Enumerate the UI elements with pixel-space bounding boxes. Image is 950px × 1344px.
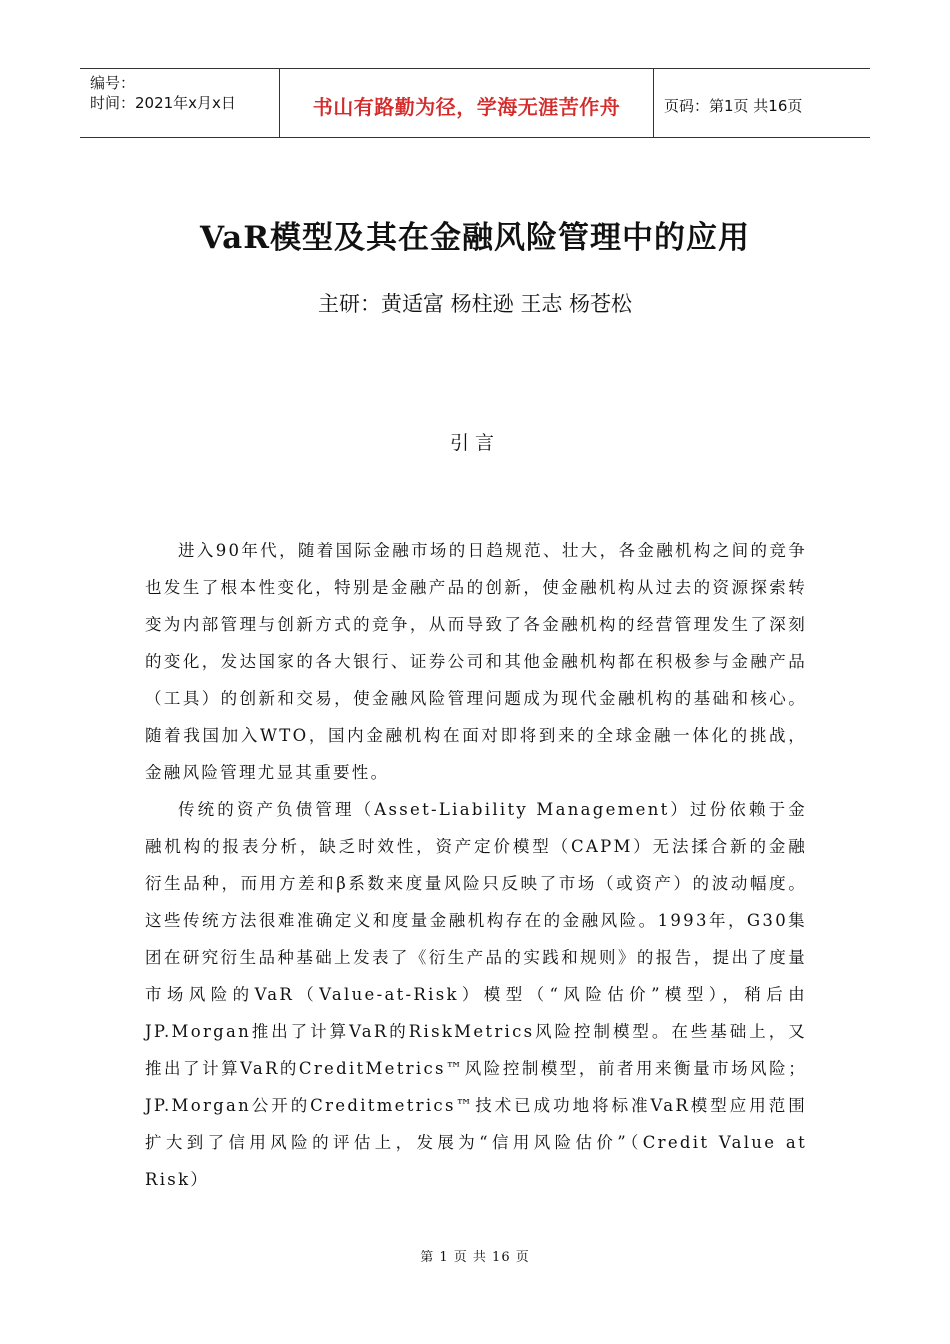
document-body <box>145 532 807 1198</box>
header-meta-cell <box>80 69 280 137</box>
section-heading: 引言 <box>449 432 500 454</box>
body-paragraph: 进入90年代，随着国际金融市场的日趋规范、壮大，各金融机构之间的竞争也发生了根本性变化，特别是金融产品的创新，使金融机构从过去的资源探索转变为内部管理与创新方式的竞争，从而导致了各金融机构的经营管理发生了深刻的变化，发达国家的各大银行、证券公司和其他金融机构都在积极参与金融产品（工具）的创新和交易，使金融风险管理问题成为现代金融机构的基础和核心。随着我国加入WTO，国内金融机构在面对即将到来的全球金融一体化的挑战，金融风险管理尤显其重要性。 <box>145 541 807 782</box>
page-header <box>80 68 870 138</box>
document-authors: 主研：黄适富 杨柱逊 王志 杨苍松 <box>317 292 633 316</box>
document-date: 时间：2021年x月x日 <box>90 94 236 112</box>
body-paragraph: 传统的资产负债管理（Asset-Liability Management）过份依赖于金融机构的报表分析，缺乏时效性，资产定价模型（CAPM）无法揉合新的金融衍生品种，而用方差和β系数来度量风险只反映了市场（或资产）的波动幅度。这些传统方法很难准确定义和度量金融机构存在的金融风险。1993年，G30集团在研究衍生品种基础上发表了《衍生产品的实践和规则》的报告，提出了度量市场风险的VaR（Value-at-Risk）模型（“风险估价”模型），稍后由JP.Morgan推出了计算VaR的RiskMetrics风险控制模型。在些基础上，又推出了计算VaR的CreditMetrics™风险控制模型，前者用来衡量市场风险；JP.Morgan公开的Creditmetrics™技术已成功地将标准VaR模型应用范围扩大到了信用风险的评估上，发展为“信用风险估价”（Credit Value at Risk） <box>145 800 807 1189</box>
document-number-label: 编号： <box>90 74 136 92</box>
header-motto: 书山有路勤为径，学海无涯苦作舟 <box>280 69 654 137</box>
document-title: VaR模型及其在金融风险管理中的应用 <box>199 220 751 256</box>
header-page-info: 页码：第1页 共16页 <box>664 96 803 115</box>
page-footer: 第 1 页 共 16 页 <box>420 1250 530 1265</box>
